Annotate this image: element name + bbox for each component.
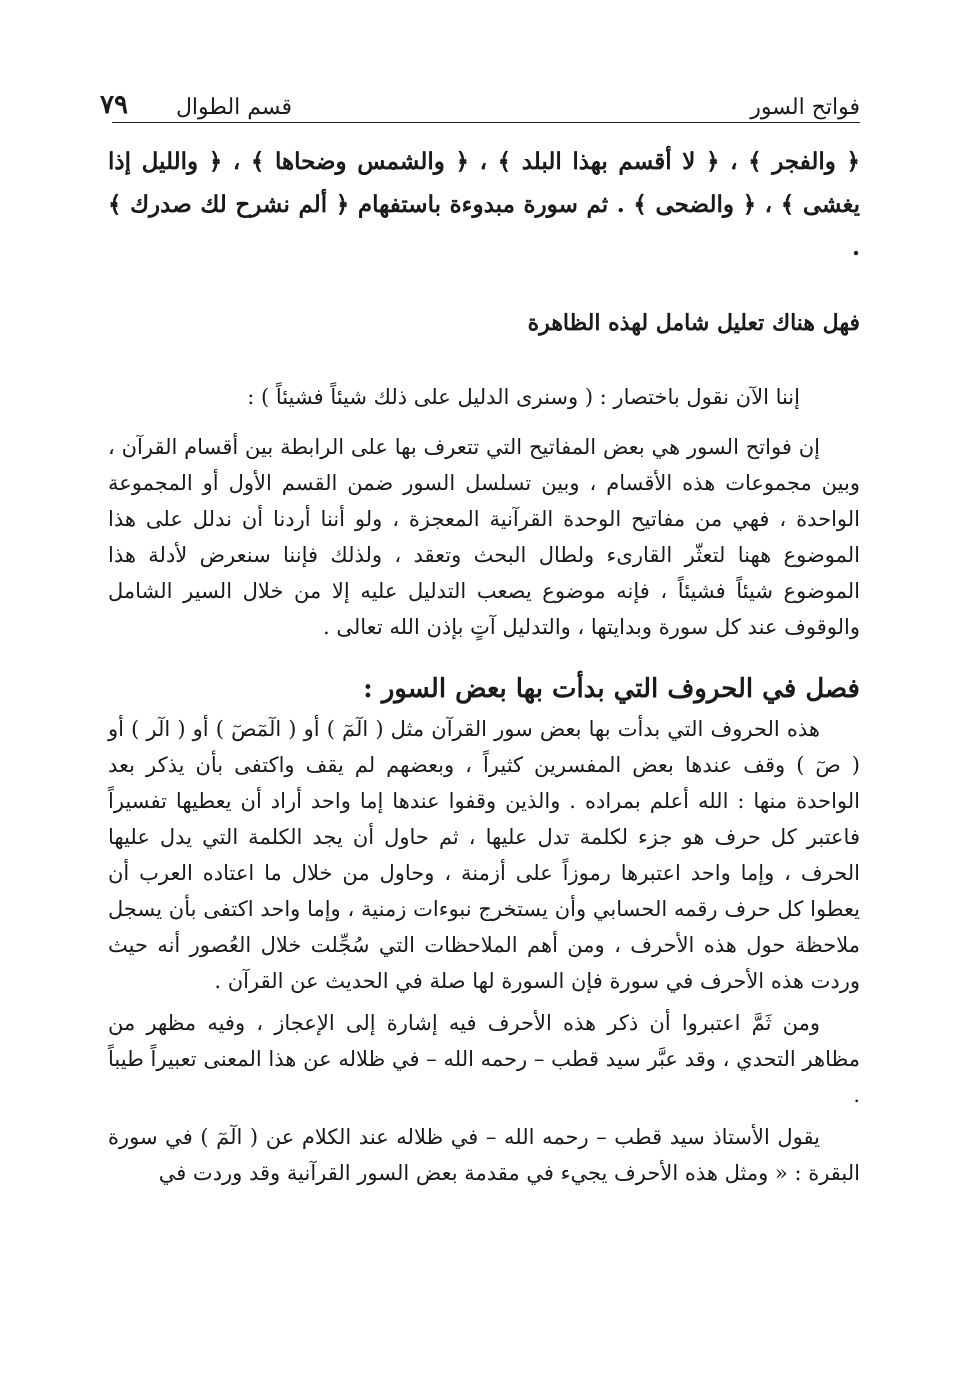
verse-block: ﴿ والفجر ﴾ ، ﴿ لا أقسم بهذا البلد ﴾ ، ﴿ والشمس وضحاها ﴾ ، ﴿ والليل إذا يغشى ﴾ ، ﴿ والضحى ﴾ . ثم سورة مبدوءة باستفهام ﴿ ألم نشرح لك صدرك ﴾ . [108,148,860,261]
section-heading: فصل في الحروف التي بدأت بها بعض السور : [363,674,860,704]
paragraph: هذه الحروف التي بدأت بها بعض سور القرآن مثل ( الٓمٓ ) أو ( الٓمٓصٓ ) أو ( الٓر ) أو ( صٓ ) وقف عندها بعض المفسرين كثيراً ، وبعضهم لم يقف واكتفى بأن يذكر بعد الواحدة منها : الله أعلم بمراده . والذين وقفوا عندها إما واحد أراد أن يعطيها تفسيراً فاعتبر كل حرف هو جزء لكلمة تدل عليها ، ثم حاول أن يجد الكلمة التي يدل عليها الحرف ، وإما واحد اعتبرها رموزاً على أزمنة ، وحاول من خلال ما اعتاده العرب أن يعطوا كل حرف رقمه الحسابي وأن يستخرج نبوءات زمنية ، وإما واحد اكتفى بأن يسجل ملاحظة حول هذه الأحرف ، ومن أهم الملاحظات التي سُجِّلت خلال العُصور أنه حيث وردت هذه الأحرف في سورة فإن السورة لها صلة في الحديث عن القرآن . [108,717,860,993]
page-body [108,140,860,1191]
subheading: فهل هناك تعليل شامل لهذه الظاهرة [527,310,860,336]
page-header [100,80,860,120]
paragraph: ومن ثَمَّ اعتبروا أن ذكر هذه الأحرف فيه إشارة إلى الإعجاز ، وفيه مظهر من مظاهر التحدي ، وقد عبَّر سيد قطب – رحمه الله – في ظلاله عن هذا المعنى تعبيراً طيباً . [108,1011,860,1107]
section-title: قسم الطوال [175,95,293,120]
book-title: فواتح السور [750,95,860,120]
header-left-group [100,90,292,120]
paragraph: يقول الأستاذ سيد قطب – رحمه الله – في ظلاله عند الكلام عن ( الٓمٓ ) في سورة البقرة : « ومثل هذه الأحرف يجيء في مقدمة بعض السور القرآنية وقد وردت في [108,1125,860,1185]
paragraph: إن فواتح السور هي بعض المفاتيح التي تتعرف بها على الرابطة بين أقسام القرآن ، وبين مجموعات هذه الأقسام ، وبين تسلسل السور ضمن القسم الأول أو المجموعة الواحدة ، فهي من مفاتيح الوحدة القرآنية المعجزة ، ولو أننا أردنا أن ندلل على هذا الموضوع ههنا لتعثّر القارىء ولطال البحث وتعقد ، ولذلك فإننا سنعرض لأدلة هذا الموضوع شيئاً فشيئاً ، فإنه موضوع يصعب التدليل عليه إلا من خلال السير الشامل والوقوف عند كل سورة وبدايتها ، والتدليل آتٍ بإذن الله تعالى . [108,435,860,639]
page-number: ٧٩ [100,90,128,120]
intro-line: إننا الآن نقول باختصار : ( وسنرى الدليل على ذلك شيئاً فشيئاً ) : [247,385,800,409]
header-rule [112,122,860,123]
